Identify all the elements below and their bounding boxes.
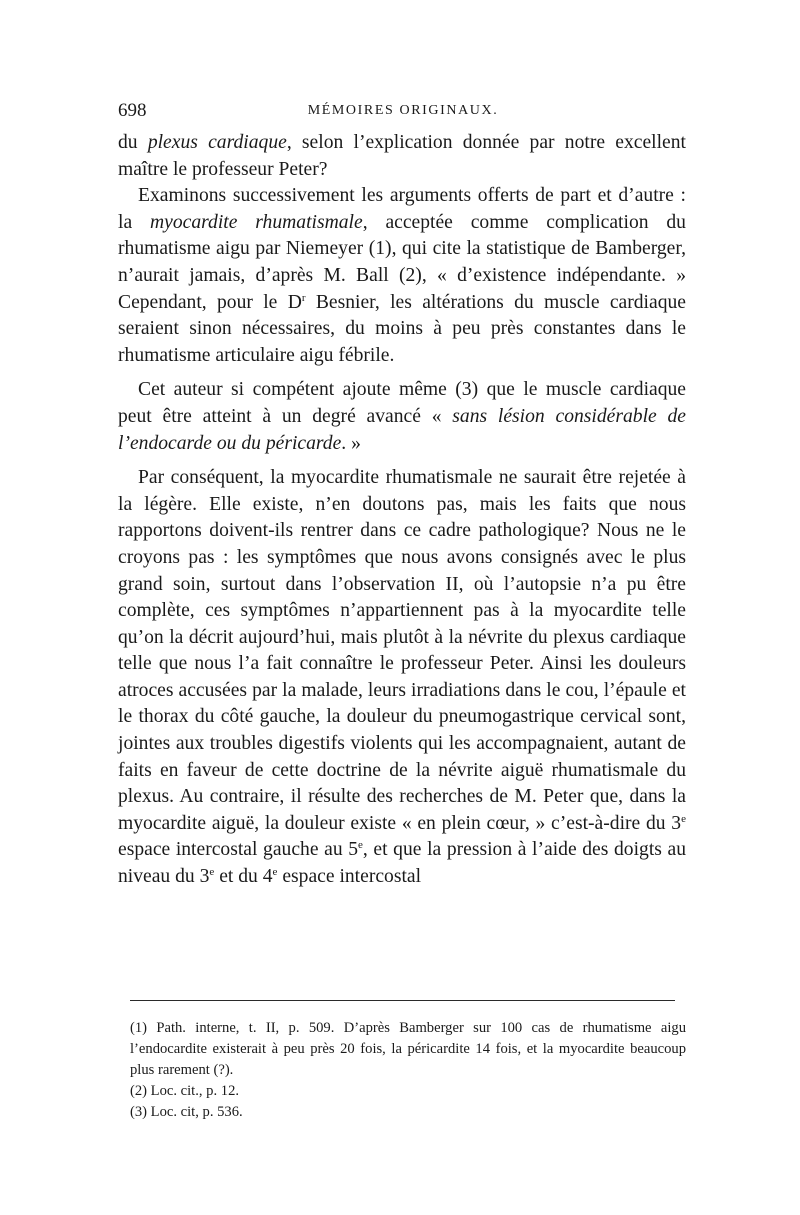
paragraph-4-text-e: espace intercostal: [277, 866, 422, 888]
footnote-1: (1) Path. interne, t. II, p. 509. D’après Bamberger sur 100 cas de rhumatisme aigu l’endocardite existerait à peu près 20 fois, la péricardite 14 fois, et la myocardite beaucoup plus rarement (?).: [130, 1020, 686, 1078]
paragraph-4-superscript-4: e: [272, 866, 278, 879]
paragraph-1-text: , selon l’explication donnée par notre excellent maître le professeur Peter?: [118, 132, 686, 180]
paragraph-3-text-a: Cet auteur si compétent ajoute même (3) que le muscle cardiaque peut être atteint à un degré avancé «: [118, 379, 686, 427]
paragraph-2-text-b: , acceptée comme complication du rhumatisme aigu par Niemeyer (1), qui cite la statistique de Bamberger, n’aurait jamais, d’après M. Ball (2), « d’existence indépendante. » Cependant, pour le D: [118, 211, 686, 313]
paragraph-2-italic: myocardite rhumatismale: [150, 211, 363, 233]
paragraph-4-superscript-1: e: [681, 812, 686, 825]
footnote-3: (3) Loc. cit, p. 536.: [130, 1104, 243, 1120]
paragraph-1-prefix: du: [118, 132, 148, 153]
footnote-2: (2) Loc. cit., p. 12.: [130, 1083, 240, 1099]
footnotes: [130, 1018, 686, 1123]
body-text: [118, 130, 686, 891]
page-header: [118, 100, 688, 124]
page-number: 698: [118, 100, 147, 121]
footnote-separator: [130, 1000, 675, 1001]
paragraph-3: [118, 377, 686, 457]
paragraph-4-text-b: espace intercostal gauche au 5: [118, 839, 359, 861]
paragraph-2-text-a: Examinons successivement les arguments offerts de part et d’autre : la: [118, 185, 686, 233]
paragraph-1-italic: plexus cardiaque: [147, 132, 287, 153]
paragraph-2: [118, 183, 686, 369]
paragraph-1: [118, 130, 686, 183]
paragraph-4: [118, 465, 686, 891]
paragraph-3-italic: sans lésion considérable de l’endocarde ou du péricarde: [118, 405, 686, 454]
running-title: MÉMOIRES ORIGINAUX.: [307, 103, 499, 118]
paragraph-4-text-c: , et que la pression à l’aide des doigts au niveau du 3: [118, 839, 686, 888]
paragraph-4-superscript-3: e: [209, 866, 215, 879]
paragraph-2-text-c: Besnier, les altérations du muscle cardiaque seraient sinon nécessaires, du moins à peu près constantes dans le rhumatisme articulaire aigu fébrile.: [118, 291, 686, 366]
paragraph-4-superscript-2: e: [358, 839, 363, 852]
paragraph-4-text-d: et du 4: [214, 866, 273, 888]
paragraph-3-text-b: . »: [341, 432, 361, 454]
paragraph-2-superscript: r: [301, 291, 306, 304]
paragraph-4-text-a: Par conséquent, la myocardite rhumatismale ne saurait être rejetée à la légère. Elle existe, n’en doutons pas, mais les faits que nous rapportons doivent-ils rentrer dans ce cadre pathologique? Nous ne le croyons pas : les symptômes que nous avons consignés avec le plus grand soin, surtout dans l’observation II, où l’autopsie n’a pu être complète, ces symptômes n’appartiennent pas à la myocardite telle qu’on la décrit aujourd’hui, mais plutôt à la névrite du plexus cardiaque telle que nous l’a fait connaître le professeur Peter. Ainsi les douleurs atroces accusées par la malade, leurs irradiations dans le cou, l’épaule et le thorax du côté gauche, la douleur du pneumogastrique cervical sont, jointes aux troubles digestifs violents qui les accompagnaient, autant de faits en faveur de cette doctrine de la névrite aiguë rhumatismale du plexus. Au contraire, il résulte des recherches de M. Peter que, dans la myocardite aiguë, la douleur existe « en plein cœur, » c’est-à-dire du 3: [118, 467, 686, 834]
